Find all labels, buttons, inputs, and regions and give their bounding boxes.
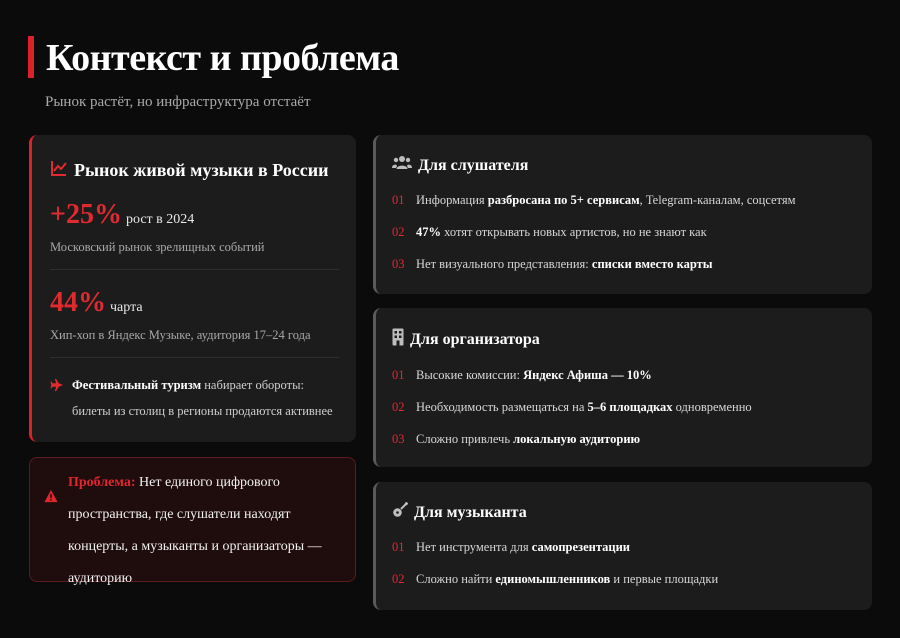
item-text: хотят открывать новых артистов, но не знают как — [441, 224, 707, 239]
festival-note-text: набирает обороты: билеты из столиц в регионы продаются активнее — [72, 378, 333, 418]
stat-chart — [50, 288, 339, 343]
musician-card — [373, 482, 872, 610]
list-item — [392, 359, 856, 391]
item-text: Нет визуального представления: — [416, 256, 592, 271]
item-number: 02 — [392, 224, 405, 239]
list-item — [392, 216, 856, 248]
list-item — [392, 184, 856, 216]
stat-chart-value: 44% — [50, 287, 106, 318]
item-highlight: Яндекс Афиша — 10% — [523, 367, 652, 382]
page-header — [28, 34, 399, 82]
item-highlight: 47% — [416, 224, 441, 239]
item-text: Сложно привлечь — [416, 431, 514, 446]
listener-card-title — [392, 155, 856, 176]
item-number: 01 — [392, 192, 405, 207]
list-item — [392, 531, 856, 563]
item-number: 03 — [392, 431, 405, 446]
divider — [50, 269, 339, 270]
musician-card-title — [392, 502, 856, 523]
page-title: Контекст и проблема — [46, 37, 399, 79]
warning-icon — [44, 467, 58, 581]
page-subtitle: Рынок растёт, но инфраструктура отстаёт — [45, 94, 311, 110]
item-highlight: разбросана по 5+ сервисам — [487, 192, 640, 207]
stat-chart-unit: чарта — [110, 300, 143, 315]
problem-label: Проблема: — [68, 475, 136, 490]
item-number: 01 — [392, 539, 405, 554]
item-highlight: списки вместо карты — [591, 256, 713, 271]
item-text: Высокие комиссии: — [416, 367, 524, 382]
musician-card-title-text: Для музыканта — [414, 503, 527, 521]
item-highlight: локальную аудиторию — [513, 431, 641, 446]
organizer-card-title-text: Для организатора — [410, 330, 540, 348]
stat-growth-unit: рост в 2024 — [125, 212, 195, 227]
title-accent-bar — [28, 36, 34, 78]
stat-growth — [50, 200, 339, 255]
guitar-icon — [392, 502, 408, 523]
chart-line-icon — [50, 159, 68, 182]
item-number: 01 — [392, 367, 405, 382]
item-text: Сложно найти — [416, 571, 496, 586]
item-highlight: 5–6 площадках — [587, 399, 673, 414]
divider — [50, 357, 339, 358]
item-text: одновременно — [672, 399, 752, 414]
users-icon — [392, 155, 412, 176]
problem-card — [29, 457, 356, 586]
market-card-title — [50, 159, 339, 182]
problem-text: Нет единого цифрового пространства, где слушатели находят концерты, а музыканты и организаторы — аудиторию — [68, 475, 322, 586]
item-text: Информация — [416, 192, 488, 207]
airplane-icon — [50, 372, 64, 424]
item-text: и первые площадки — [610, 571, 719, 586]
building-icon — [392, 328, 404, 351]
listener-card — [373, 135, 872, 294]
market-card — [29, 135, 356, 442]
item-text: Нет инструмента для — [416, 539, 532, 554]
item-number: 03 — [392, 256, 405, 271]
item-text: Необходимость размещаться на — [416, 399, 588, 414]
stat-growth-desc: Московский рынок зрелищных событий — [50, 240, 265, 254]
organizer-card — [373, 308, 872, 467]
organizer-card-title — [392, 328, 856, 351]
list-item — [392, 391, 856, 423]
item-number: 02 — [392, 571, 405, 586]
list-item — [392, 423, 856, 455]
market-card-title-text: Рынок живой музыки в России — [74, 160, 329, 180]
item-number: 02 — [392, 399, 405, 414]
stat-chart-desc: Хип-хоп в Яндекс Музыке, аудитория 17–24 года — [50, 328, 311, 342]
festival-note-bold: Фестивальный туризм — [72, 378, 202, 392]
item-text: , Telegram-каналам, соцсетям — [639, 192, 796, 207]
list-item — [392, 248, 856, 280]
festival-note — [50, 372, 339, 424]
listener-card-title-text: Для слушателя — [418, 156, 529, 174]
list-item — [392, 563, 856, 595]
item-highlight: самопрезентации — [531, 539, 630, 554]
stat-growth-value: +25% — [50, 199, 122, 230]
item-highlight: единомышленников — [495, 571, 611, 586]
